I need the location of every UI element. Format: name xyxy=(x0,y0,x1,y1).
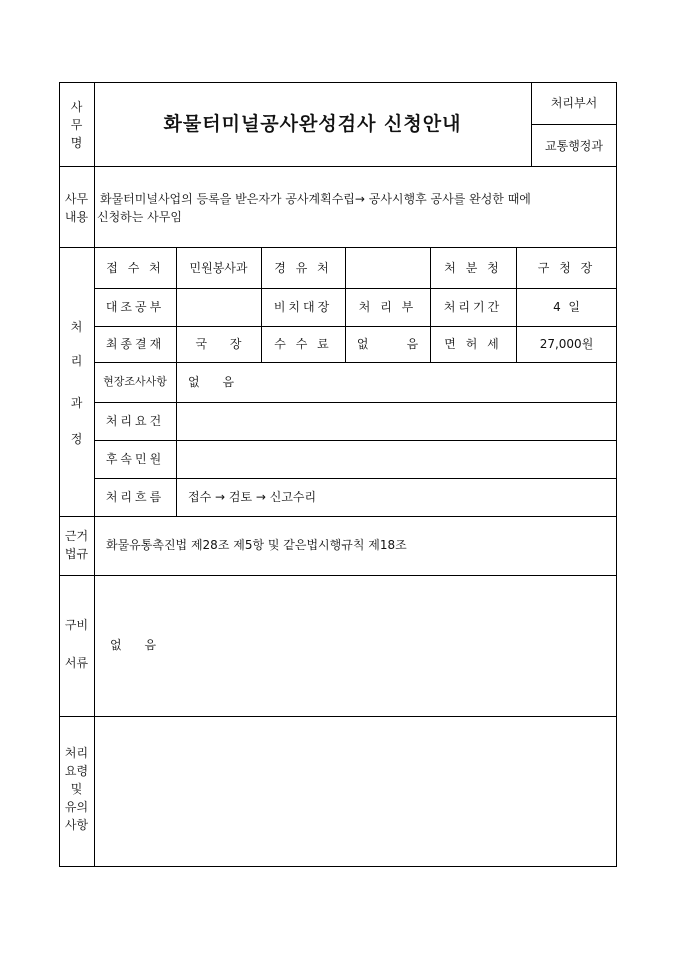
documents-label-line: 구비 xyxy=(64,618,89,632)
dept-value: 교통행정과 xyxy=(545,139,603,153)
notes-label-line: 처리 xyxy=(64,746,89,760)
final-approval-label: 최종결재 xyxy=(105,337,165,351)
dept-label: 처리부서 xyxy=(550,96,598,110)
header-label-line: 사 xyxy=(70,100,83,114)
rule-process-row4 xyxy=(94,402,617,403)
follow-up-label: 후속민원 xyxy=(105,452,165,466)
content-label-line: 사무 xyxy=(64,192,89,206)
license-tax-value: 27,000원 xyxy=(539,337,594,351)
receiving-office-label: 접 수 처 xyxy=(106,261,164,275)
processing-period-value: 4 일 xyxy=(553,300,580,314)
rule-dept-middle xyxy=(531,124,617,125)
license-tax-label: 면 허 세 xyxy=(444,337,502,351)
rule-process-col1 xyxy=(176,247,177,516)
rule-process-row3 xyxy=(94,362,617,363)
basis-label-line: 법규 xyxy=(64,547,89,561)
documents-text: 없 음 xyxy=(110,638,157,652)
rule-documents-bottom xyxy=(59,716,617,717)
header-label-line: 명 xyxy=(70,136,83,150)
rule-process-row1 xyxy=(94,288,617,289)
basis-label-line: 근거 xyxy=(64,529,89,543)
process-label-line: 리 xyxy=(70,354,83,368)
process-flow-label: 처리흐름 xyxy=(105,490,165,504)
via-office-label: 경 유 처 xyxy=(274,261,332,275)
rule-header-bottom xyxy=(59,166,617,167)
register-label: 비치대장 xyxy=(273,300,333,314)
notes-label-line: 및 xyxy=(70,782,83,796)
processing-period-label: 처리기간 xyxy=(443,300,503,314)
process-flow-value: 접수 → 검토 → 신고수리 xyxy=(188,490,317,504)
basis-text: 화물유통촉진법 제28조 제5항 및 같은법시행규칙 제18조 xyxy=(106,538,407,552)
rule-basis-bottom xyxy=(59,575,617,576)
content-text-line: 신청하는 사무임 xyxy=(97,210,182,224)
final-approval-value: 국 장 xyxy=(195,337,242,351)
disposing-authority-label: 처 분 청 xyxy=(444,261,502,275)
fee-value: 없 음 xyxy=(356,337,419,351)
site-inspection-label: 현장조사사항 xyxy=(103,375,167,388)
content-text-line: 화물터미널사업의 등록을 받은자가 공사계획수립→ 공사시행후 공사를 완성한 때에 xyxy=(100,192,531,206)
rule-process-row2 xyxy=(94,326,617,327)
fee-label: 수 수 료 xyxy=(274,337,332,351)
documents-label-line: 서류 xyxy=(64,656,89,670)
rule-label-column xyxy=(94,82,95,867)
content-label-line: 내용 xyxy=(64,210,89,224)
requirements-label: 처리요건 xyxy=(105,414,165,428)
notes-label-line: 사항 xyxy=(64,818,89,832)
rule-content-bottom xyxy=(59,247,617,248)
process-label-line: 정 xyxy=(70,432,83,446)
header-label-line: 무 xyxy=(70,118,83,132)
rule-process-row6 xyxy=(94,478,617,479)
notes-label-line: 요령 xyxy=(64,764,89,778)
page-title: 화물터미널공사완성검사 신청안내 xyxy=(163,113,462,135)
rule-process-row5 xyxy=(94,440,617,441)
rule-process-bottom xyxy=(59,516,617,517)
reference-ledger-label: 대조공부 xyxy=(105,300,165,314)
site-inspection-value: 없 음 xyxy=(188,375,235,389)
receiving-office-value: 민원봉사과 xyxy=(189,261,248,275)
notes-label-line: 유의 xyxy=(64,800,89,814)
process-label-line: 과 xyxy=(70,396,83,410)
process-label-line: 처 xyxy=(70,320,83,334)
disposing-authority-value: 구 청 장 xyxy=(537,261,596,275)
register-value: 처 리 부 xyxy=(358,300,417,314)
